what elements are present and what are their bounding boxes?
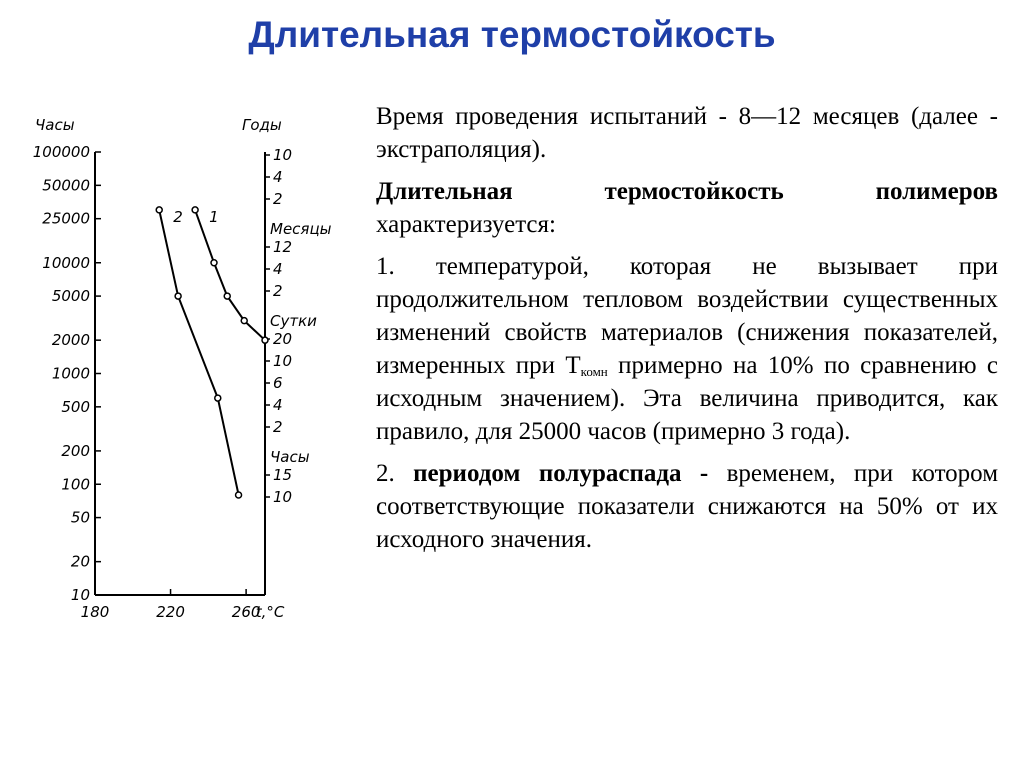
x-tick-label: 180: [80, 603, 110, 621]
item-2-bold: периодом полураспада -: [413, 460, 709, 487]
hours-tick-label: 10000: [42, 253, 90, 272]
hours-tick-label: 20: [70, 552, 90, 571]
hours-tick-label: 100: [61, 475, 90, 494]
right-scale-value: 4: [273, 396, 283, 414]
curve-label: 2: [173, 207, 183, 226]
data-point: [215, 395, 221, 401]
hours-tick-label: 50: [70, 508, 90, 527]
right-scale-unit: Месяцы: [270, 220, 332, 238]
right-scale-value: 12: [273, 238, 293, 256]
hours-tick-label: 25000: [42, 209, 90, 228]
right-scale-value: 6: [273, 374, 283, 392]
hours-tick-label: 5000: [51, 287, 90, 306]
series-line: [195, 207, 265, 340]
hours-tick-label: 100000: [32, 143, 90, 161]
hours-tick-label: 10: [70, 586, 90, 604]
x-axis-label: t,°C: [255, 603, 285, 621]
data-point: [211, 260, 217, 266]
hours-tick-label: 200: [61, 441, 90, 460]
data-point: [192, 207, 198, 213]
right-scale-value: 2: [273, 190, 283, 208]
hours-tick-label: 500: [61, 397, 90, 416]
data-point: [262, 337, 268, 343]
right-scale-value: 20: [273, 330, 293, 348]
item-1-subscript: комн: [580, 364, 608, 379]
figure-svg: [20, 100, 360, 660]
slide-title: Длительная термостойкость: [248, 14, 776, 55]
item-2-rest: временем, при котором соответствующие показатели снижаются на 50% от их исходного значения.: [376, 460, 999, 553]
hours-tick-label: 2000: [51, 331, 90, 350]
paragraph-test-duration: [376, 100, 998, 166]
right-axis-title: Годы: [242, 116, 282, 134]
right-scale-unit: Сутки: [270, 312, 317, 330]
thermal-stability-figure: [20, 100, 360, 660]
definition-bold: Длительная термостойкость полимеров: [376, 178, 998, 205]
left-axis-title: Часы: [35, 116, 75, 134]
paragraph-definition: [376, 175, 998, 241]
right-scale-value: 2: [273, 282, 283, 300]
item-1-text-b: примерно на 10% по сравнению с исходным значением). Эта величина приводится, как правило, для 25000 часов (примерно 3 года).: [376, 352, 998, 445]
body-text: [376, 100, 998, 565]
x-tick-label: 260: [231, 603, 261, 621]
data-point: [224, 293, 230, 299]
hours-tick-label: 1000: [51, 364, 90, 383]
data-point: [175, 293, 181, 299]
right-scale-value: 10: [273, 352, 293, 370]
curve-label: 1: [209, 207, 219, 226]
paragraph-item-1: [376, 250, 998, 448]
paragraph-item-2: [376, 457, 998, 556]
data-point: [236, 492, 242, 498]
right-scale-value: 10: [273, 146, 293, 164]
series-line: [159, 207, 238, 495]
right-scale-value: 10: [273, 488, 293, 506]
test-duration-text: Время проведения испытаний - 8—12 месяцев (далее - экстраполяция).: [376, 103, 998, 163]
item-1-text-a: 1. температурой, которая не вызывает при продолжительном тепловом воздействии существенных изменений свойств материалов (снижения показателей, измеренных при Т: [376, 253, 998, 379]
definition-rest: характеризуется:: [376, 211, 556, 238]
right-scale-value: 4: [273, 168, 283, 186]
right-scale-value: 4: [273, 260, 283, 278]
right-scale-value: 15: [273, 466, 293, 484]
item-2-number: 2.: [376, 460, 414, 487]
data-point: [241, 318, 247, 324]
x-tick-label: 220: [156, 603, 185, 621]
right-scale-value: 2: [273, 418, 283, 436]
data-point: [156, 207, 162, 213]
hours-tick-label: 50000: [42, 176, 90, 195]
right-scale-unit: Часы: [270, 448, 310, 466]
